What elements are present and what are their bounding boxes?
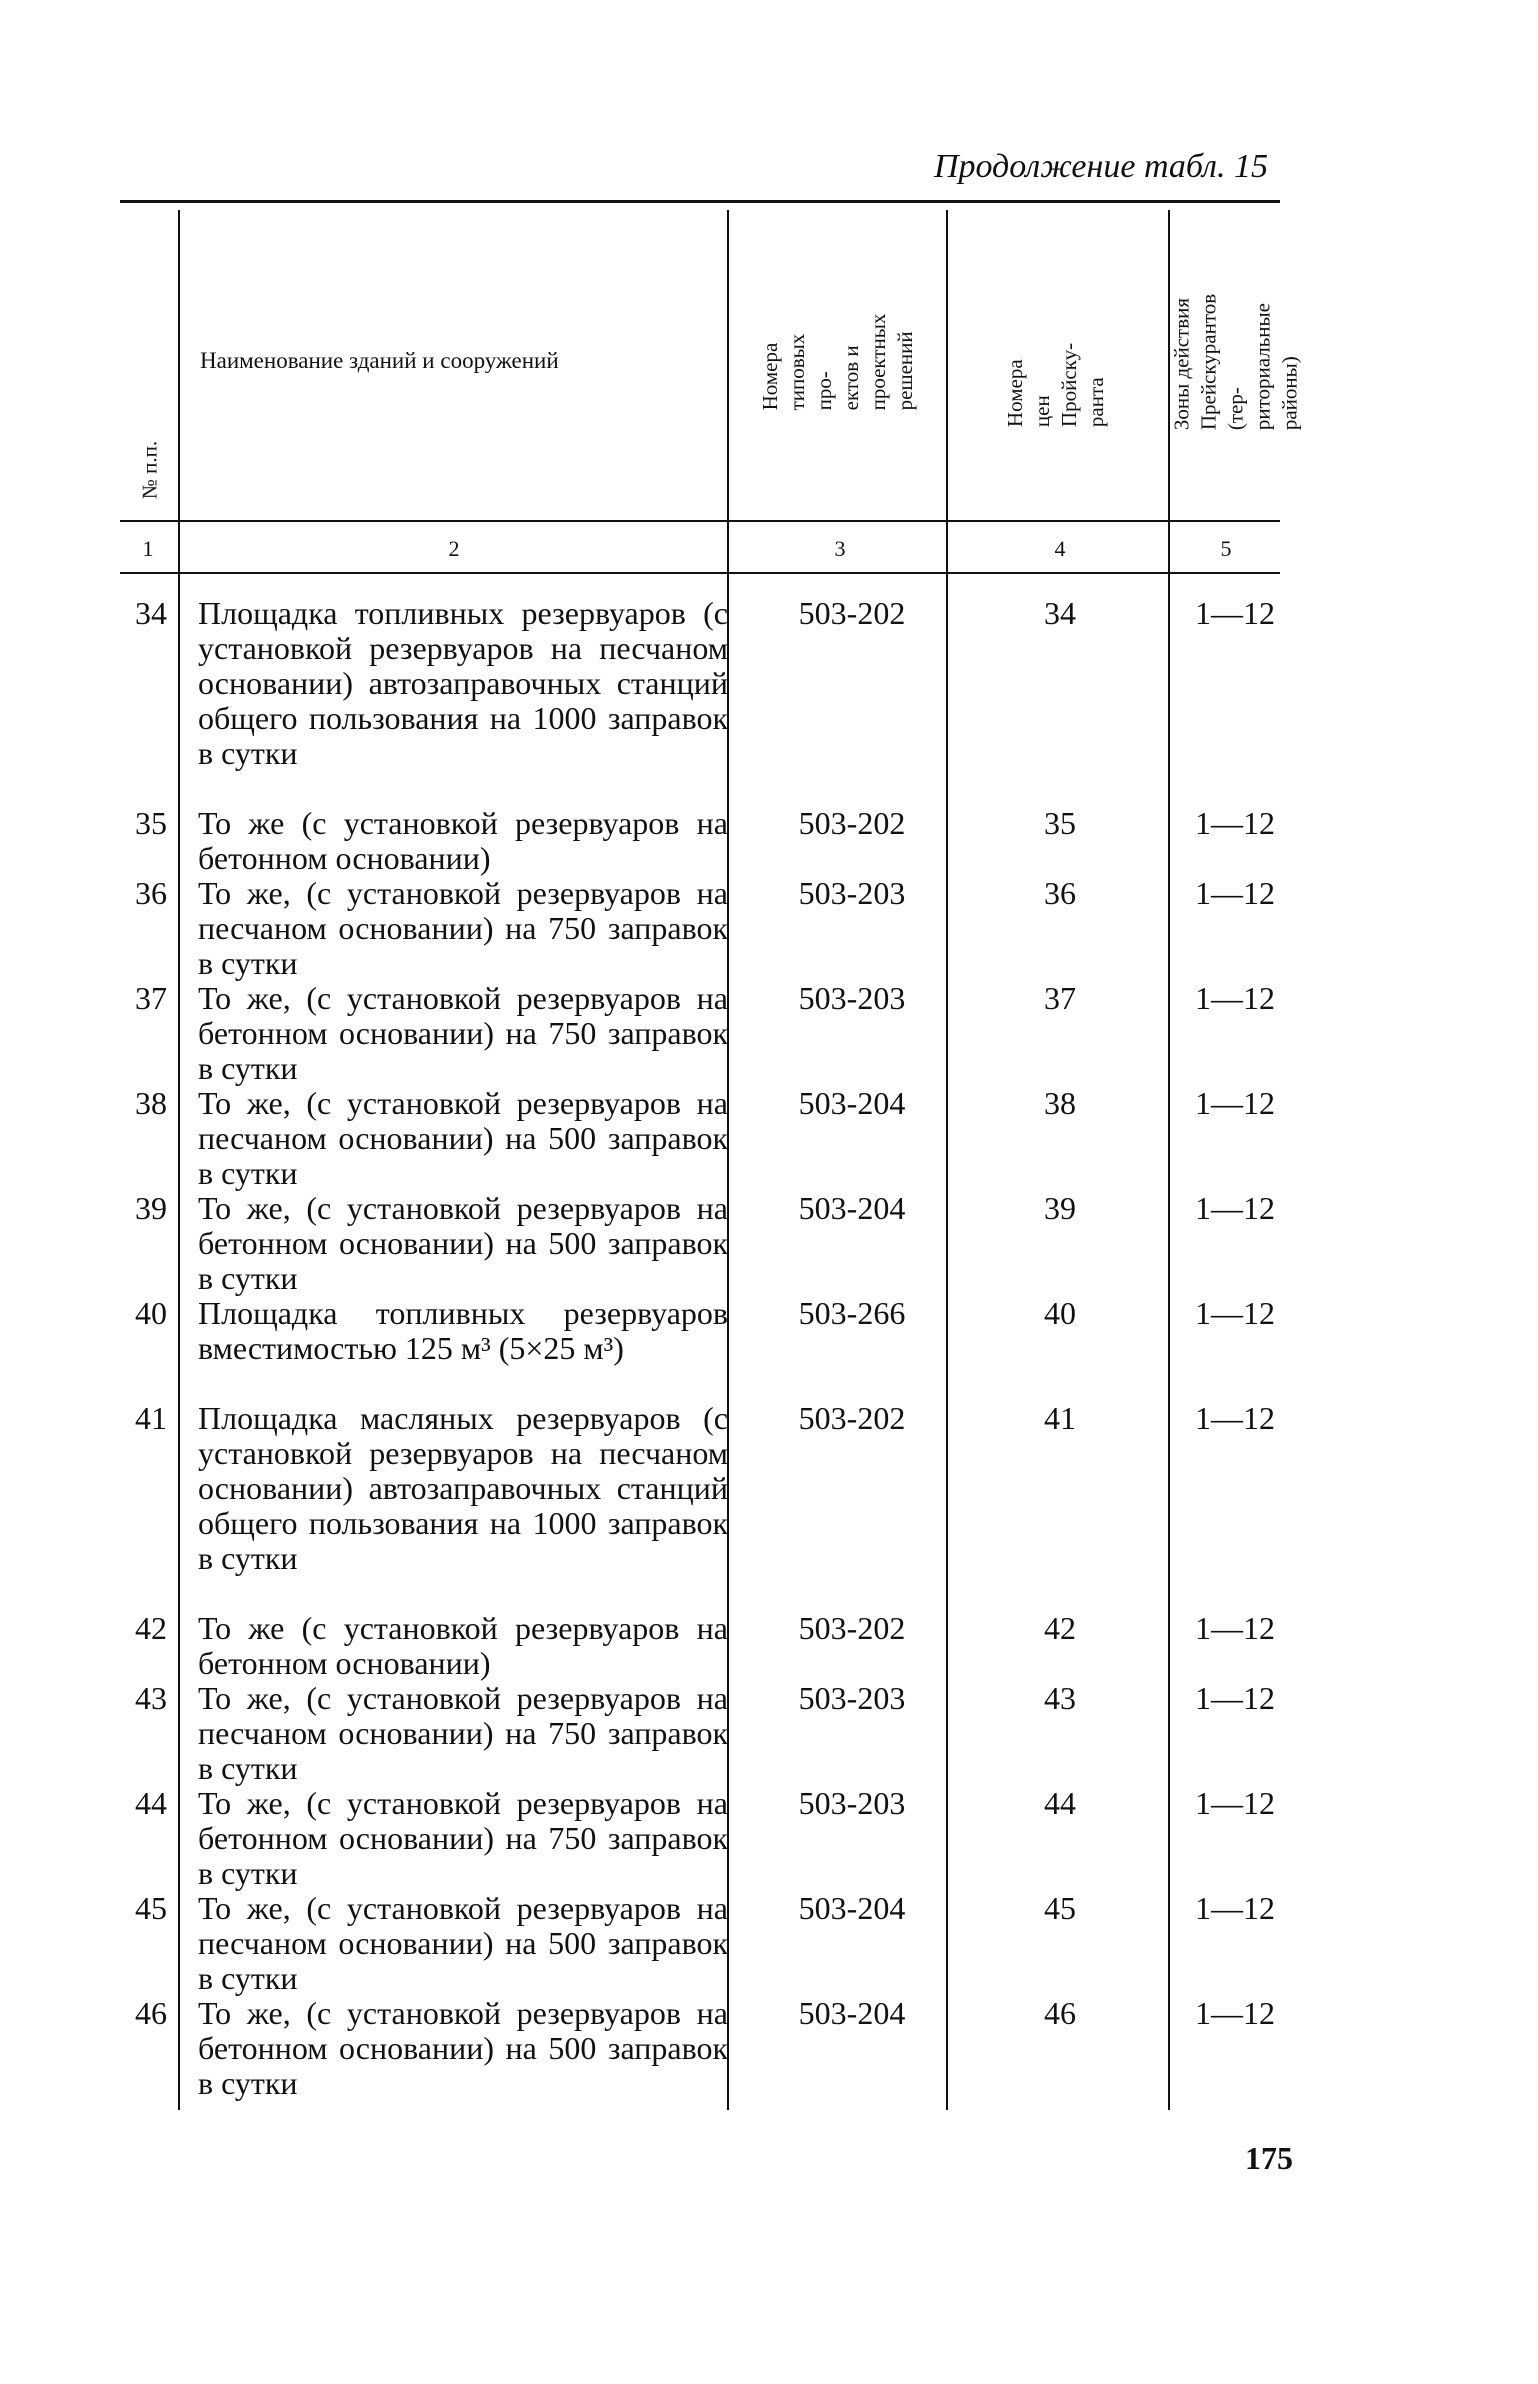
continuation-title: Продолжение табл. 15 xyxy=(933,148,1268,185)
row-project: 503-202 xyxy=(798,1610,906,1646)
row-name: То же (с установкой резервуаров на бетонном основании) xyxy=(198,1610,728,1681)
row-price: 37 xyxy=(1044,980,1076,1016)
row-price: 45 xyxy=(1044,1890,1076,1926)
row-number: 38 xyxy=(135,1085,167,1121)
row-zones: 1—12 xyxy=(1195,1400,1275,1436)
row-zones: 1—12 xyxy=(1195,980,1275,1016)
header-col-2: Наименование зданий и сооружений xyxy=(200,348,559,373)
row-zones: 1—12 xyxy=(1195,1785,1275,1821)
row-zones: 1—12 xyxy=(1195,805,1275,841)
row-name: Площадка масляных резервуаров (с установкой резервуаров на песчаном основании) автозаправочных станций общего пользования на 1000 заправок в сутки xyxy=(198,1400,728,1576)
row-number: 44 xyxy=(135,1785,167,1821)
row-zones: 1—12 xyxy=(1195,1295,1275,1331)
row-number: 46 xyxy=(135,1995,167,2031)
row-project: 503-203 xyxy=(798,1680,906,1716)
column-number-3: 3 xyxy=(834,536,846,561)
row-price: 38 xyxy=(1044,1085,1076,1121)
row-number: 39 xyxy=(135,1190,167,1226)
row-project: 503-204 xyxy=(798,1995,906,2031)
row-number: 37 xyxy=(135,980,167,1016)
column-number-1: 1 xyxy=(142,536,154,561)
row-project: 503-204 xyxy=(798,1190,906,1226)
row-name: То же, (с установкой резервуаров на бетонном основании) на 500 заправок в сутки xyxy=(198,1995,728,2101)
row-zones: 1—12 xyxy=(1195,595,1275,631)
column-number-4: 4 xyxy=(1054,536,1066,561)
row-price: 46 xyxy=(1044,1995,1076,2031)
row-project: 503-203 xyxy=(798,1785,906,1821)
column-divider xyxy=(946,210,948,2110)
row-number: 43 xyxy=(135,1680,167,1716)
row-name: То же, (с установкой резервуаров на песчаном основании) на 750 заправок в сутки xyxy=(198,875,728,981)
row-zones: 1—12 xyxy=(1195,1085,1275,1121)
row-project: 503-202 xyxy=(798,1400,906,1436)
row-name: То же (с установкой резервуаров на бетонном основании) xyxy=(198,805,728,876)
row-price: 36 xyxy=(1044,875,1076,911)
row-zones: 1—12 xyxy=(1195,1190,1275,1226)
row-project: 503-266 xyxy=(798,1295,906,1331)
column-divider xyxy=(1168,210,1170,2110)
row-number: 36 xyxy=(135,875,167,911)
row-project: 503-202 xyxy=(798,805,906,841)
row-name: То же, (с установкой резервуаров на бетонном основании) на 750 заправок в сутки xyxy=(198,980,728,1086)
table-top-rule xyxy=(120,200,1280,203)
row-zones: 1—12 xyxy=(1195,1610,1275,1646)
row-number: 45 xyxy=(135,1890,167,1926)
page-number: 175 xyxy=(1245,2140,1293,2176)
row-number: 42 xyxy=(135,1610,167,1646)
row-price: 41 xyxy=(1044,1400,1076,1436)
row-project: 503-204 xyxy=(798,1085,906,1121)
row-project: 503-202 xyxy=(798,595,906,631)
row-price: 39 xyxy=(1044,1190,1076,1226)
row-price: 35 xyxy=(1044,805,1076,841)
row-zones: 1—12 xyxy=(1195,875,1275,911)
column-number-5: 5 xyxy=(1220,536,1232,561)
row-number: 41 xyxy=(135,1400,167,1436)
header-bottom-rule xyxy=(120,520,1280,522)
row-number: 40 xyxy=(135,1295,167,1331)
row-price: 34 xyxy=(1044,595,1076,631)
row-price: 43 xyxy=(1044,1680,1076,1716)
column-number-2: 2 xyxy=(448,536,460,561)
row-zones: 1—12 xyxy=(1195,1890,1275,1926)
row-project: 503-203 xyxy=(798,980,906,1016)
row-number: 34 xyxy=(135,595,167,631)
column-numbers-rule xyxy=(120,572,1280,574)
row-name: То же, (с установкой резервуаров на песчаном основании) на 750 заправок в сутки xyxy=(198,1680,728,1786)
row-price: 42 xyxy=(1044,1610,1076,1646)
row-project: 503-204 xyxy=(798,1890,906,1926)
row-price: 40 xyxy=(1044,1295,1076,1331)
row-zones: 1—12 xyxy=(1195,1680,1275,1716)
row-name: То же, (с установкой резервуаров на бетонном основании) на 500 заправок в сутки xyxy=(198,1190,728,1296)
row-name: Площадка топливных резервуаров вместимостью 125 м³ (5×25 м³) xyxy=(198,1295,728,1366)
column-divider xyxy=(178,210,180,2110)
row-price: 44 xyxy=(1044,1785,1076,1821)
row-name: То же, (с установкой резервуаров на песчаном основании) на 500 заправок в сутки xyxy=(198,1890,728,1996)
row-name: То же, (с установкой резервуаров на песчаном основании) на 500 заправок в сутки xyxy=(198,1085,728,1191)
row-project: 503-203 xyxy=(798,875,906,911)
row-zones: 1—12 xyxy=(1195,1995,1275,2031)
row-name: То же, (с установкой резервуаров на бетонном основании) на 750 заправок в сутки xyxy=(198,1785,728,1891)
row-name: Площадка топливных резервуаров (с установкой резервуаров на песчаном основании) автозаправочных станций общего пользования на 1000 заправок в сутки xyxy=(198,595,728,771)
row-number: 35 xyxy=(135,805,167,841)
